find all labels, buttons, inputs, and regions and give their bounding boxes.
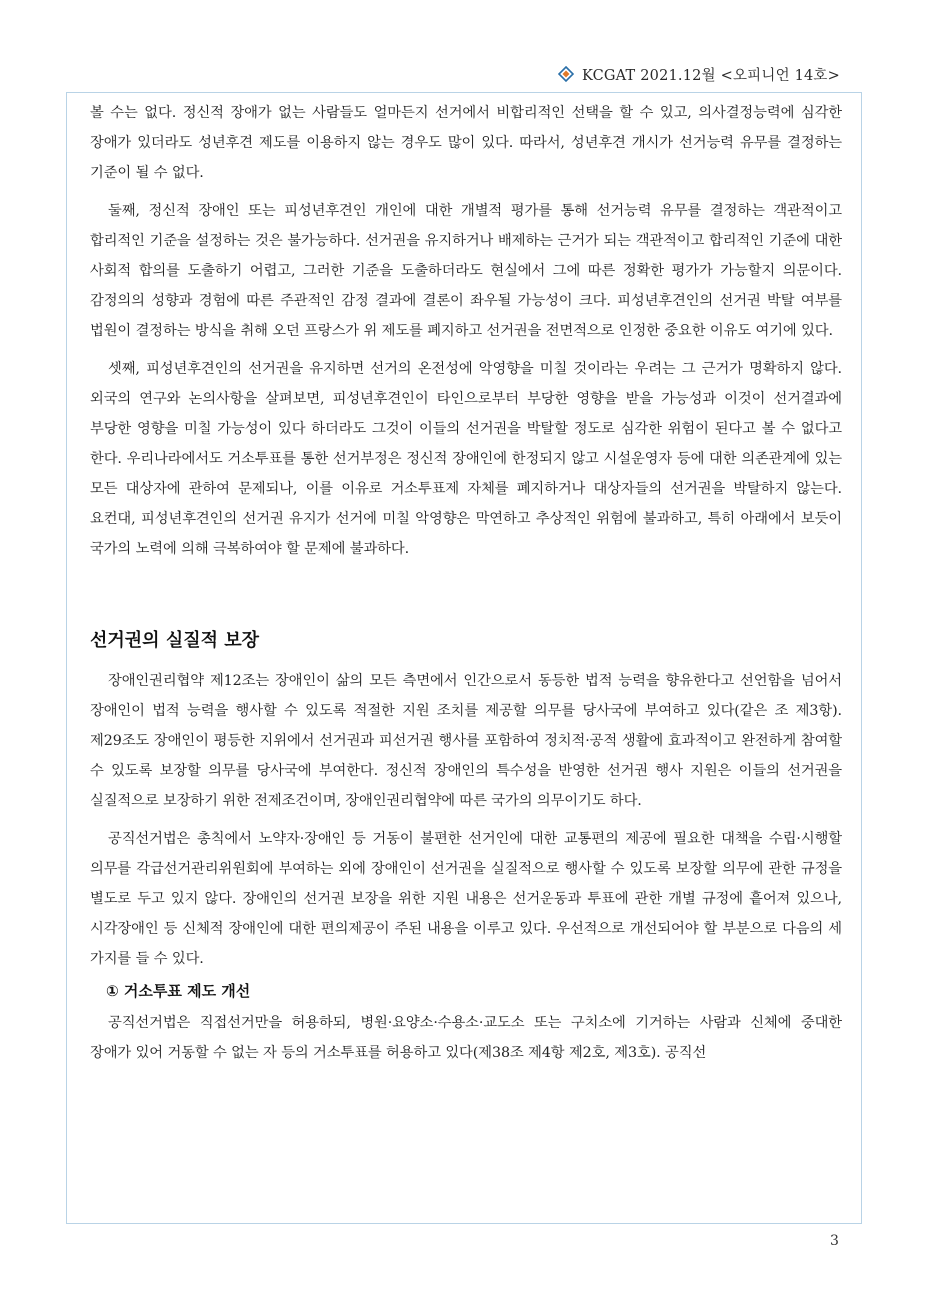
paragraph-6: 공직선거법은 직접선거만을 허용하되, 병원·요양소·수용소·교도소 또는 구치소에 기거하는 사람과 신체에 중대한 장애가 있어 거동할 수 없는 자 등의 거소투표를 허용하고 있다(제38조 제4항 제2호, 제3호). 공직선 [90,1015,842,1061]
paragraph-5: 공직선거법은 총칙에서 노약자·장애인 등 거동이 불편한 선거인에 대한 교통편의 제공에 필요한 대책을 수립·시행할 의무를 각급선거관리위원회에 부여하는 외에 장애인이 선거권을 실질적으로 행사할 수 있도록 보장할 의무에 관한 규정을 별도로 두고 있지 않다. 장애인의 선거권 보장을 위한 지원 내용은 선거운동과 투표에 관한 개별 규정에 흩어져 있으나, 시각장애인 등 신체적 장애인에 대한 편의제공이 주된 내용을 이루고 있다. 우선적으로 개선되어야 할 부분으로 다음의 세 가지를 들 수 있다. [90,831,842,967]
paragraph-3: 셋째, 피성년후견인의 선거권을 유지하면 선거의 온전성에 악영향을 미칠 것이라는 우려는 그 근거가 명확하지 않다. 외국의 연구와 논의사항을 살펴보면, 피성년후견인이 타인으로부터 부당한 영향을 받을 가능성과 이것이 선거결과에 부당한 영향을 미칠 가능성이 있다 하더라도 그것이 이들의 선거권을 박탈할 정도로 심각한 위험이 된다고 볼 수 없다고 한다. 우리나라에서도 거소투표를 통한 선거부정은 정신적 장애인에 한정되지 않고 시설운영자 등에 대한 의존관계에 있는 모든 대상자에 관하여 문제되나, 이를 이유로 거소투표제 자체를 폐지하거나 대상자들의 선거권을 박탈하지 않는다. 요컨대, 피성년후견인의 선거권 유지가 선거에 미칠 악영향은 막연하고 추상적인 위험에 불과하고, 특히 아래에서 보듯이 국가의 노력에 의해 극복하여야 할 문제에 불과하다. [90,361,842,557]
header-text: KCGAT 2021.12월 <오피니언 14호> [581,67,840,84]
paragraph-4: 장애인권리협약 제12조는 장애인이 삶의 모든 측면에서 인간으로서 동등한 법적 능력을 향유한다고 선언함을 넘어서 장애인이 법적 능력을 행사할 수 있도록 적절한 지원 조치를 제공할 의무를 당사국에 부여하고 있다(같은 조 제3항). 제29조도 장애인이 평등한 지위에서 선거권과 피선거권 행사를 포함하여 정치적·공적 생활에 효과적이고 완전하게 참여할 수 있도록 보장할 의무를 당사국에 부여한다. 정신적 장애인의 특수성을 반영한 선거권 행사 지원은 이들의 선거권을 실질적으로 보장하기 위한 전제조건이며, 장애인권리협약에 따른 국가의 의무이기도 하다. [90,673,842,809]
paragraph-1: 볼 수는 없다. 정신적 장애가 없는 사람들도 얼마든지 선거에서 비합리적인 선택을 할 수 있고, 의사결정능력에 심각한 장애가 있더라도 성년후견 제도를 이용하지 않는 경우도 많이 있다. 따라서, 성년후견 개시가 선거능력 유무를 결정하는 기준이 될 수 없다. [90,105,842,181]
paragraph-2: 둘째, 정신적 장애인 또는 피성년후견인 개인에 대한 개별적 평가를 통해 선거능력 유무를 결정하는 객관적이고 합리적인 기준을 설정하는 것은 불가능하다. 선거권을 유지하거나 배제하는 근거가 되는 객관적이고 합리적인 기준에 대한 사회적 합의를 도출하기 어렵고, 그러한 기준을 도출하더라도 현실에서 그에 따른 정확한 평가가 가능할지 의문이다. 감정의의 성향과 경험에 따른 주관적인 감정 결과에 결론이 좌우될 가능성이 크다. 피성년후견인의 선거권 박탈 여부를 법원이 결정하는 방식을 취해 오던 프랑스가 위 제도를 폐지하고 선거권을 전면적으로 인정한 중요한 이유도 여기에 있다. [90,203,842,339]
document-body [90,98,842,1068]
diamond-logo-icon [558,66,574,82]
page-number: 3 [830,1233,839,1249]
section-heading: 선거권의 실질적 보장 [90,630,260,651]
page-header [558,62,840,86]
subsection-heading: ① 거소투표 제도 개선 [106,982,251,1000]
